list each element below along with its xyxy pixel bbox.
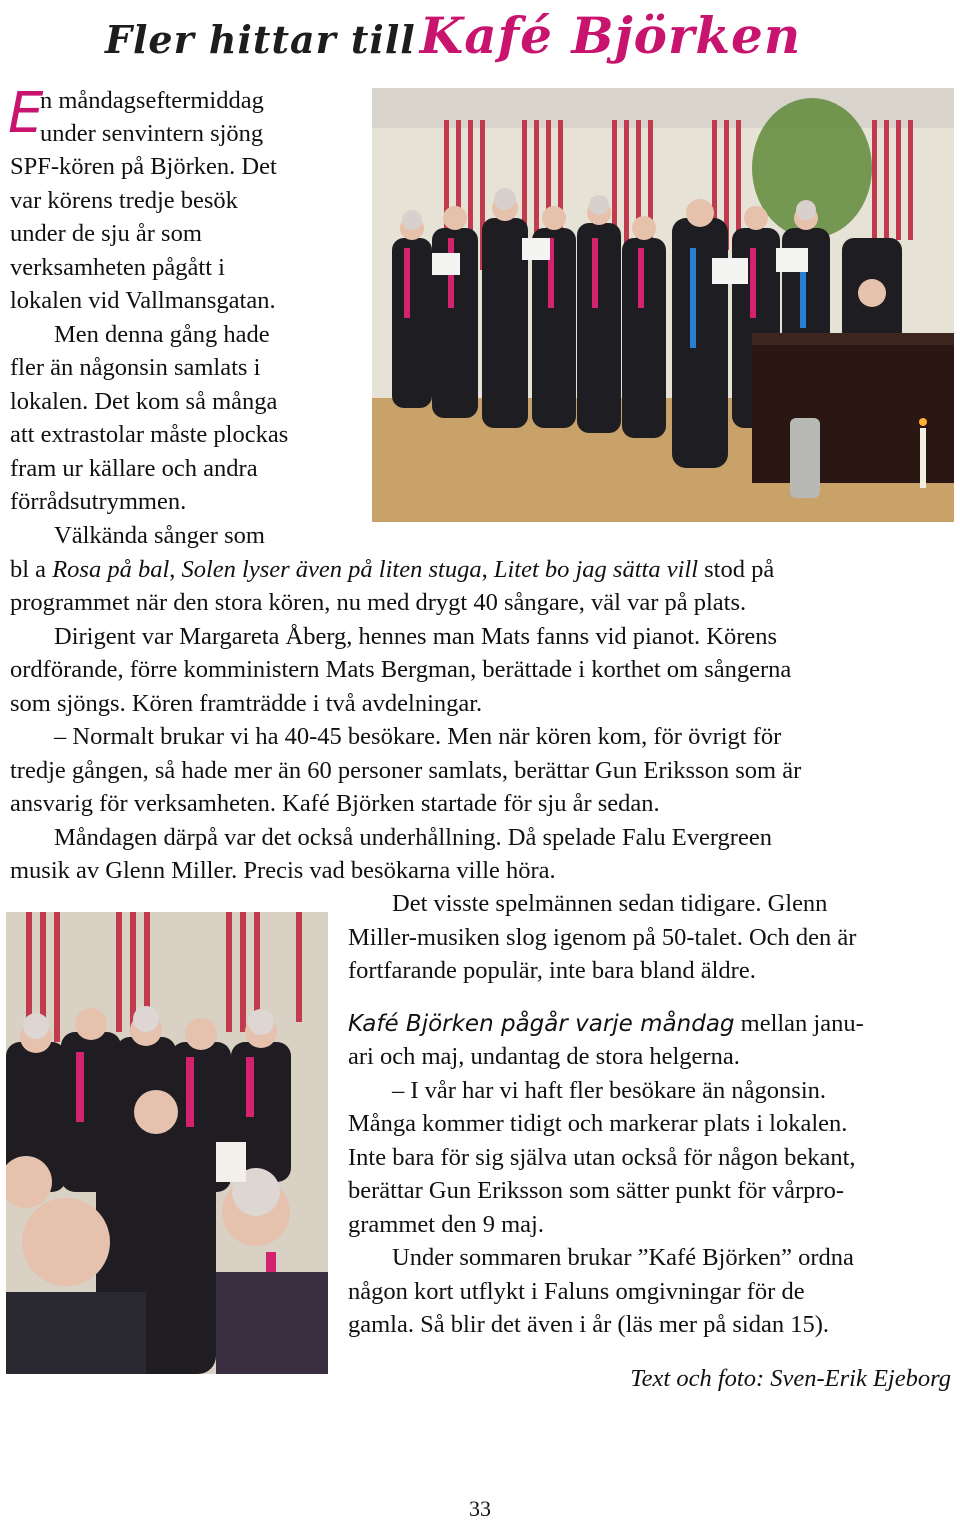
body-line-3: ordförande, förre komministern Mats Bergman, berättade i korthet om sångerna (10, 656, 792, 683)
songs-prefix: bl a (10, 556, 53, 583)
intro-line-3: SPF-kören på Björken. Det (10, 153, 277, 180)
intro-line-10: lokalen. Det kom så många (10, 388, 278, 415)
intro-line-4: var körens tredje besök (10, 187, 238, 214)
schedule-line (348, 1007, 864, 1042)
intro-line-11: att extrastolar måste plockas (10, 421, 289, 448)
intro-line-12: fram ur källare och andra (10, 455, 258, 482)
schedule-rest: mellan janu- (734, 1010, 864, 1037)
audience-photo (6, 912, 328, 1374)
intro-line-14: Välkända sånger som (54, 522, 265, 549)
intro-line-13: förrådsutrymmen. (10, 488, 187, 515)
right-b-line-5: berättar Gun Eriksson som sätter punkt för vårpro- (348, 1177, 844, 1204)
body-line-9: musik av Glenn Miller. Precis vad besökarna ville höra. (10, 857, 556, 884)
intro-line-8: Men denna gång hade (54, 321, 270, 348)
right-b-line-7: Under sommaren brukar ”Kafé Björken” ordna (392, 1244, 854, 1271)
songs-suffix: stod på (698, 556, 775, 583)
page-number: 33 (469, 1496, 491, 1521)
right-b-line-2: – I vår har vi haft fler besökare än någonsin. (392, 1077, 827, 1104)
right-b-line-9: gamla. Så blir det även i år (läs mer på sidan 15). (348, 1311, 829, 1338)
right-a-line-1: Det visste spelmännen sedan tidigare. Glenn (392, 890, 828, 917)
intro-line-7: lokalen vid Vallmansgatan. (10, 287, 276, 314)
songs-sep-1: , (169, 556, 182, 583)
body-line-2: Dirigent var Margareta Åberg, hennes man Mats fanns vid pianot. Körens (54, 623, 778, 650)
photo-credit: Text och foto: Sven-Erik Ejeborg (630, 1365, 951, 1392)
right-a-line-2: Miller-musiken slog igenom på 50-talet. Och den är (348, 924, 857, 951)
right-b-line-8: någon kort utflykt i Faluns omgivningar för de (348, 1278, 805, 1305)
song-title-1: Rosa på bal (52, 556, 170, 583)
intro-line-6: verksamheten pågått i (10, 254, 225, 281)
intro-line-5: under de sju år som (10, 220, 202, 247)
right-b-line-3: Många kommer tidigt och markerar plats i lokalen. (348, 1110, 848, 1137)
body-line-1: programmet när den stora kören, nu med drygt 40 sångare, väl var på plats. (10, 589, 747, 616)
intro-line-9: fler än någonsin samlats i (10, 354, 261, 381)
right-b-line-1: ari och maj, undantag de stora helgerna. (348, 1043, 740, 1070)
drop-cap: E (8, 81, 44, 146)
body-line-6: tredje gången, så hade mer än 60 personer samlats, berättar Gun Eriksson som är (10, 757, 802, 784)
songs-sep-2: , (481, 556, 494, 583)
headline-part1: Fler hittar till (105, 17, 416, 62)
right-b-line-4: Inte bara för sig själva utan också för någon bekant, (348, 1144, 856, 1171)
headline (105, 6, 801, 65)
body-line-8: Måndagen därpå var det också underhållning. Då spelade Falu Evergreen (54, 824, 772, 851)
right-a-line-3: fortfarande populär, inte bara bland äldre. (348, 957, 756, 984)
songs-line (10, 553, 774, 587)
intro-line-2: under senvintern sjöng (40, 120, 264, 147)
body-line-7: ansvarig för verksamheten. Kafé Björken startade för sju år sedan. (10, 790, 660, 817)
song-title-3: Litet bo jag sätta vill (493, 556, 698, 583)
headline-part2: Kafé Björken (419, 6, 802, 65)
schedule-lead: Kafé Björken pågår varje måndag (348, 1011, 735, 1037)
song-title-2: Solen lyser även på liten stuga (181, 556, 482, 583)
choir-photo (372, 88, 954, 522)
body-line-4: som sjöngs. Kören framträdde i två avdelningar. (10, 690, 483, 717)
intro-line-1: n måndagseftermiddag (40, 87, 264, 114)
right-b-line-6: grammet den 9 maj. (348, 1211, 544, 1238)
body-line-5: – Normalt brukar vi ha 40-45 besökare. Men när kören kom, för övrigt för (54, 723, 782, 750)
